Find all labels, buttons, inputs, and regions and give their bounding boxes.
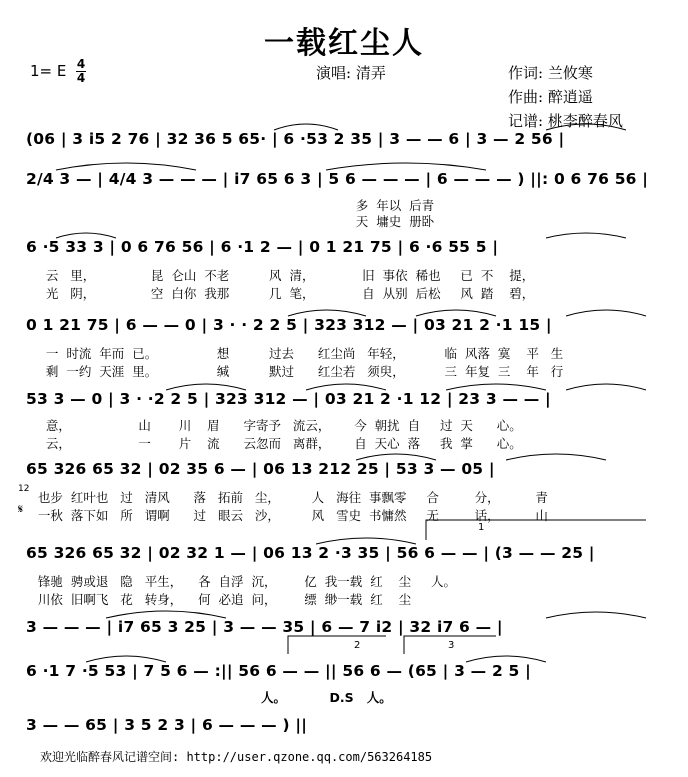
notes-line: 3 — — — | i7 65 3 25 | 3 — — 35 | 6 — 7 i2 | 32 i7 6 — |: [26, 618, 503, 636]
notes-line: 6 ·1 7 ·5 53 | 7 5 6 — :|| 56 6 — — || 56 6 — (65 | 3 — 2 5 |: [26, 662, 531, 680]
time-signature-bottom: 4: [76, 71, 86, 85]
lyrics-verse-2: 剩 一约 天涯 里。 缄 默过 红尘若 须臾， 三 年复 三 年 行: [26, 364, 564, 379]
lyrics-verse-2: 天 墉史 册卧: [26, 214, 435, 229]
notes-line: 65 326 65 32 | 02 32 1 — | 06 13 2 ·3 35 | 56 6 — — | (3 — — 25 |: [26, 544, 595, 562]
song-title: 一载红尘人: [264, 26, 424, 61]
second-ending-number: 2: [354, 640, 361, 651]
notes-line: 0 1 21 75 | 6 — — 0 | 3 · · 2 2 5 | 323 312 — | 03 21 2 ·1 15 |: [26, 316, 552, 334]
lyrics-verse-2: 云， 一 片 流 云忽而 离群， 自 天心 落 我 掌 心。: [26, 436, 522, 451]
lyrics-verse-2: 川依 旧啊飞 花 转身， 何 必追 问， 缥 缈一载 红 尘: [26, 592, 412, 607]
notes-line: 53 3 — 0 | 3 · ·2 2 5 | 323 312 — | 03 21 2 ·1 12 | 23 3 — — |: [26, 390, 551, 408]
lyrics-verse-1: 多 年以 后青: [26, 198, 435, 213]
segno-icon: 𝄋: [18, 502, 24, 516]
transcriber-credit: 记谱: 桃李醉春风: [508, 112, 623, 130]
lyrics-verse-2: 光 阴， 空 白你 我那 几 笔， 自 从别 后松 风 踏 碧，: [26, 286, 535, 301]
time-signature: [76, 58, 86, 84]
lyrics-verse-2: 一秋 落下如 所 谓啊 过 眼云 沙， 风 雪史 书慵然 无 话， 山: [26, 508, 548, 523]
notes-line: 3 — — 65 | 3 5 2 3 | 6 — — — ) ||: [26, 716, 308, 734]
lyrics-verse-1: 云 里， 昆 仑山 不老 风 清， 旧 事依 稀也 已 不 提，: [26, 268, 535, 283]
notes-line: (06 | 3 i5 2 76 | 32 36 5 65· | 6 ·53 2 35 | 3 — — 6 | 3 — 2 56 |: [26, 130, 565, 148]
singer-credit: 演唱: 清弄: [316, 64, 386, 82]
footer-url-text: 欢迎光临醉春风记谱空间: http://user.qzone.qq.com/563264185: [40, 750, 433, 764]
lyrics-verse-1: 人。 D.S 人。: [26, 690, 392, 705]
lyricist-credit: 作词: 兰攸寒: [508, 64, 593, 82]
notes-line: 6 ·5 33 3 | 0 6 76 56 | 6 ·1 2 — | 0 1 21 75 | 6 ·6 55 5 |: [26, 238, 499, 256]
notes-line: 65 326 65 32 | 02 35 6 — | 06 13 212 25 | 53 3 — 05 |: [26, 460, 495, 478]
lyrics-verse-1: 锋驰 骋或退 隐 平生， 各 自浮 沉， 亿 我一载 红 尘 人。: [26, 574, 456, 589]
first-ending-number: 1: [478, 522, 485, 533]
composer-credit: 作曲: 醉逍遥: [508, 88, 593, 106]
measure-number: 12: [18, 484, 30, 494]
lyrics-verse-1: 也步 红叶也 过 清风 落 拓前 尘， 人 海往 事飘零 合 分， 青: [26, 490, 548, 505]
lyrics-verse-1: 意， 山 川 眉 字寄予 流云， 今 朝扰 自 过 天 心。: [26, 418, 522, 433]
lyrics-verse-1: 一 时流 年而 已。 想 过去 红尘尚 年轻， 临 风落 寞 平 生: [26, 346, 564, 361]
notes-line: 2/4 3 — | 4/4 3 — — — | i7 65 6 3 | 5 6 — — — | 6 — — — ) ||: 0 6 76 56 |: [26, 170, 649, 188]
key-signature: 1= E: [30, 62, 67, 80]
time-signature-top: 4: [76, 57, 86, 71]
third-ending-number: 3: [448, 640, 455, 651]
